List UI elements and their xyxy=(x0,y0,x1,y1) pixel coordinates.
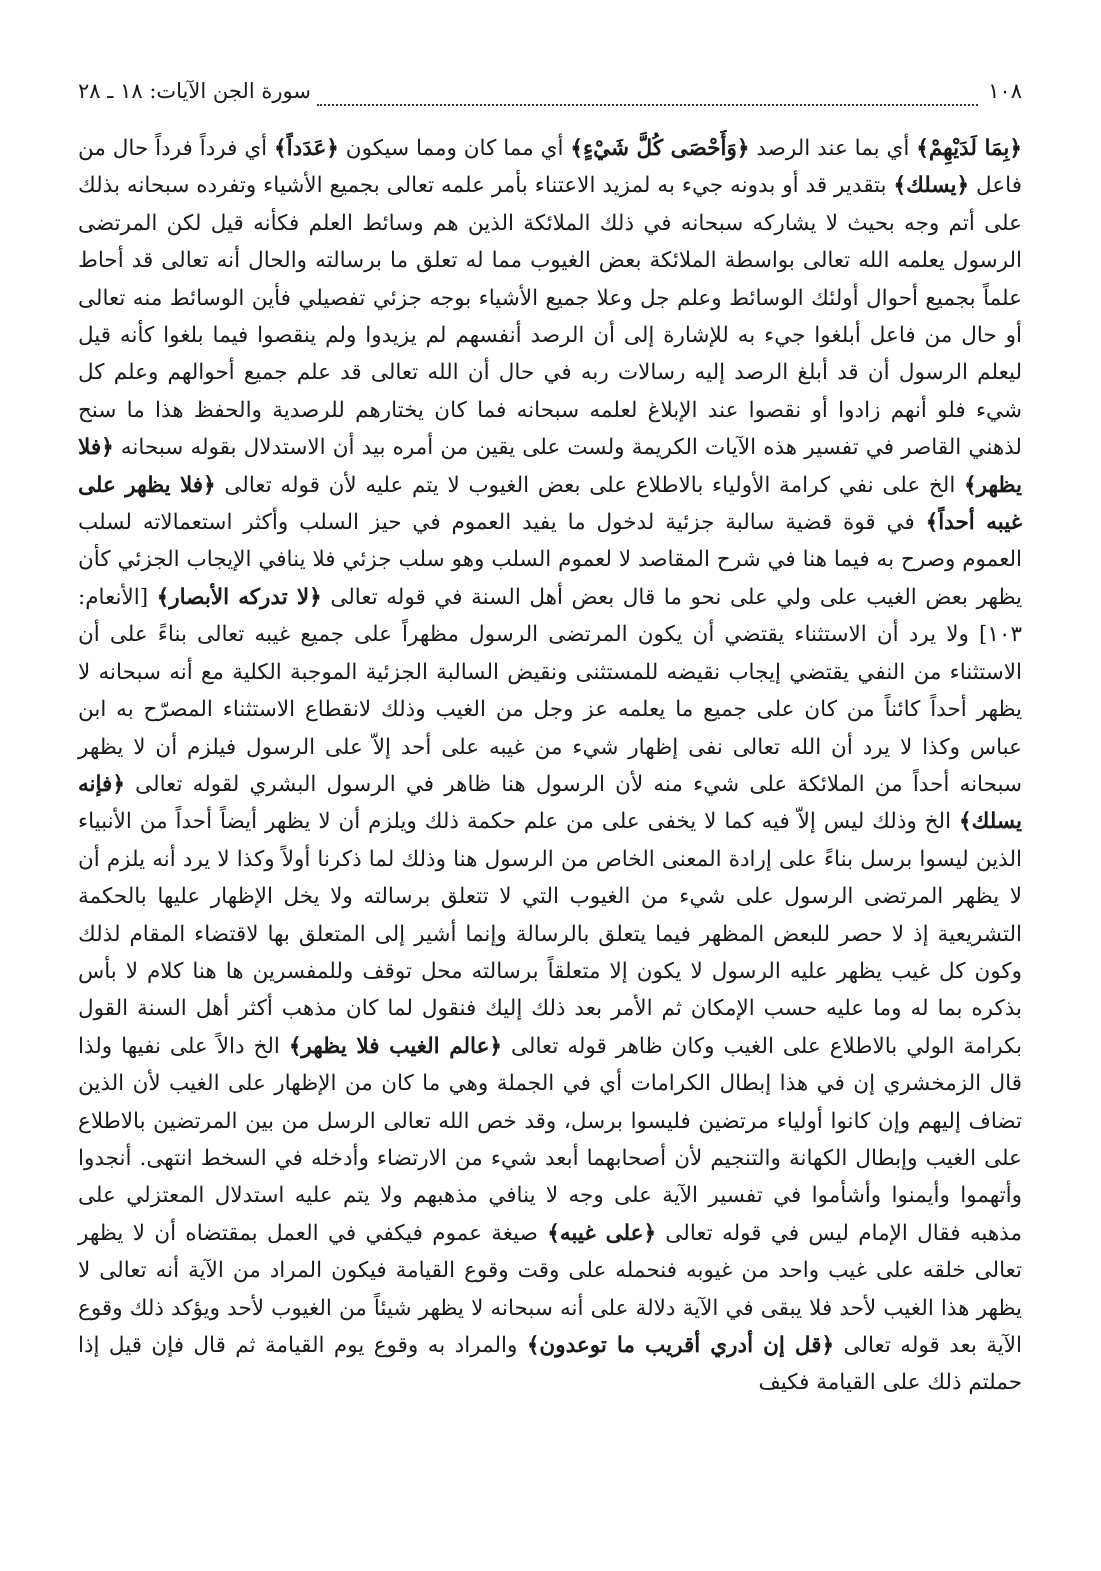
quran-quote: ﴿لا تدركه الأبصار﴾ xyxy=(156,584,322,610)
body-segment: [الأنعام: ١٠٣] ولا يرد أن الاستثناء يقتضي أن يكون المرتضى الرسول مظهراً على جميع غيبه تعالى بناءً على أن الاستثناء من النفي يقتضي إيجاب نقيضه للمستثنى ونقيض السالبة الجزئية الموجبة الكلية مع أنه سبحانه لا يظهر أحداً كائناً من كان على جميع ما يعلمه عز وجل من الغيب وذلك لانقطاع الاستثناء المصرّح به ابن عباس وكذا لا يرد أن الله تعالى نفى إظهار شيء من غيبه على أحد إلاّ على الرسول فيلزم أن لا يظهر سبحانه أحداً من الملائكة على شيء منه لأن الرسول هنا ظاهر في الرسول البشري لقوله تعالى xyxy=(78,584,1022,797)
body-segment: أي مما كان ومما سيكون xyxy=(338,136,571,161)
quran-quote: ﴿على غيبه﴾ xyxy=(547,1220,657,1246)
body-text xyxy=(78,130,1022,1402)
quran-quote: ﴿يسلك﴾ xyxy=(893,173,970,199)
quran-quote: ﴿قل إن أدري أقريب ما توعدون﴾ xyxy=(526,1333,835,1358)
page xyxy=(78,76,1022,1402)
quran-quote: ﴿عالم الغيب فلا يظهر﴾ xyxy=(288,1033,503,1059)
body-segment: صيغة عموم فيكفي في العمل بمقتضاه أن لا يظهر تعالى خلقه على غيب واحد من غيوبه فنحمله على وقت وقوع القيامة فيكون المراد من الآية أنه تعالى لا يظهر هذا الغيب لأحد فلا يبقى في الآية دلالة على أنه سبحانه لا يظهر شيئاً من الغيوب لأحد ويؤكد ذلك وقوع الآية بعد قوله تعالى xyxy=(78,1220,1022,1358)
quran-quote: ﴿وَأَحْصَى كُلَّ شَيْءٍ﴾ xyxy=(570,136,750,161)
quran-quote: ﴿عَدَداً﴾ xyxy=(274,136,339,161)
quran-quote: ﴿فلا يظهر على غيبه أحداً﴾ xyxy=(78,472,1022,536)
page-number: ١٠٨ xyxy=(988,79,1022,103)
sura-title: سورة الجن الآيات: ١٨ ـ ٢٨ xyxy=(78,79,311,103)
dotted-leader xyxy=(317,104,978,106)
body-segment: بتقدير قد أو بدونه جيء به لمزيد الاعتناء بأمر علمه تعالى بجميع الأشياء وتفرده سبحانه بذلك على أتم وجه بحيث لا يشاركه سبحانه في ذلك الملائكة الذين هم وسائط العلم فكأنه قيل لكن المرتضى الرسول يعلمه الله تعالى بواسطة الملائكة بعض الغيوب مما له تعلق ما برسالته والحال أنه تعالى قد أحاط علماً بجميع أحوال أولئك الوسائط وعلم جل وعلا جميع الأشياء بوجه جزئي تفصيلي فأين الوسائط منه تعالى أو حال من فاعل أبلغوا جيء به للإشارة إلى أن الرصد أنفسهم لم يزيدوا ولم ينقصوا فيما بلغوا كأنه قيل ليعلم الرسول أن قد أبلغ الرصد إليه رسالات ربه في حال أن الله تعالى قد علم جميع أحوالهم وعلم كل شيء فلو أنهم زادوا أو نقصوا عند الإبلاغ لعلمه سبحانه فما كان يختارهم للرصدية والحفظ هذا ما سنح لذهني القاصر في تفسير هذه الآيات الكريمة ولست على يقين من أمره بيد أن الاستدلال بقوله سبحانه xyxy=(78,173,1022,461)
body-segment: أي بما عند الرصد xyxy=(749,136,917,161)
body-segment: والمراد به وقوع يوم القيامة ثم قال فإن قيل إذا حملتم ذلك على القيامة فكيف xyxy=(78,1333,1022,1396)
running-head xyxy=(78,76,1022,112)
body-segment: الخ على نفي كرامة الأولياء بالاطلاع على بعض الغيوب لا يتم عليه لأن قوله تعالى xyxy=(215,472,964,498)
body-segment: في قوة قضية سالبة جزئية لدخول ما يفيد العموم في حيز السلب وأكثر استعمالاته لسلب العموم وصرح به فيما هنا في شرح المقاصد لا لعموم السلب وهو سلب جزئي فلا ينافي الإيجاب الجزئي كأن يظهر بعض الغيب على ولي على نحو ما قال بعض أهل السنة في قوله تعالى xyxy=(78,510,1022,610)
body-segment: أي فرداً فرداً حال من فاعل xyxy=(78,136,1022,199)
quran-quote: ﴿بِمَا لَدَيْهِمْ﴾ xyxy=(916,136,1023,161)
quran-quote: ﴿فلا يظهر﴾ xyxy=(78,435,1022,498)
body-segment: الخ دالاً على نفيها ولذا قال الزمخشري إن في هذا إبطال الكرامات أي في الجملة وهي ما كان من الإظهار على الغيب لأن الذين تضاف إليهم وإن كانوا أولياء مرتضين فليسوا برسل، وقد خص الله تعالى الرسل من بين المرتضين بالاطلاع على الغيب وإبطال الكهانة والتنجيم لأن أصحابهما أبعد شيء من الارتضاء وأدخله في السخط انتهى. أنجدوا وأتهموا وأيمنوا وأشأموا في تفسير الآية على وجه لا ينافي مذهبهم ولا يتم عليه استدلال المعتزلي على مذهبه فقال الإمام ليس في قوله تعالى xyxy=(78,1033,1022,1246)
quran-quote: ﴿فإنه يسلك﴾ xyxy=(78,771,1022,835)
body-segment: الخ وذلك ليس إلاّ فيه كما لا يخفى على من علم حكمة ذلك ويلزم أن لا يظهر أيضاً أحداً من الأنبياء الذين ليسوا برسل بناءً على إرادة المعنى الخاص من الرسول هنا وذلك لما ذكرنا أولاً وكذا لا يرد أنه يلزم أن لا يظهر المرتضى الرسول على شيء من الغيوب التي لا تتعلق برسالته ولا يخل الإظهار عليها بالحكمة التشريعية إذ لا حصر للبعض المظهر فيما يتعلق بالرسالة وإنما أشير إلى المتعلق بها لاقتضاء المقام لذلك وكون كل غيب يظهر عليه الرسول لا يكون إلا متعلقاً برسالته محل توقف وللمفسرين ها هنا كلام لا بأس بذكره بما له وما عليه حسب الإمكان ثم الأمر بعد ذلك إليك فنقول لما كان مذهب أكثر أهل السنة القول بكرامة الولي بالاطلاع على الغيب وكان ظاهر قوله تعالى xyxy=(78,809,1022,1059)
